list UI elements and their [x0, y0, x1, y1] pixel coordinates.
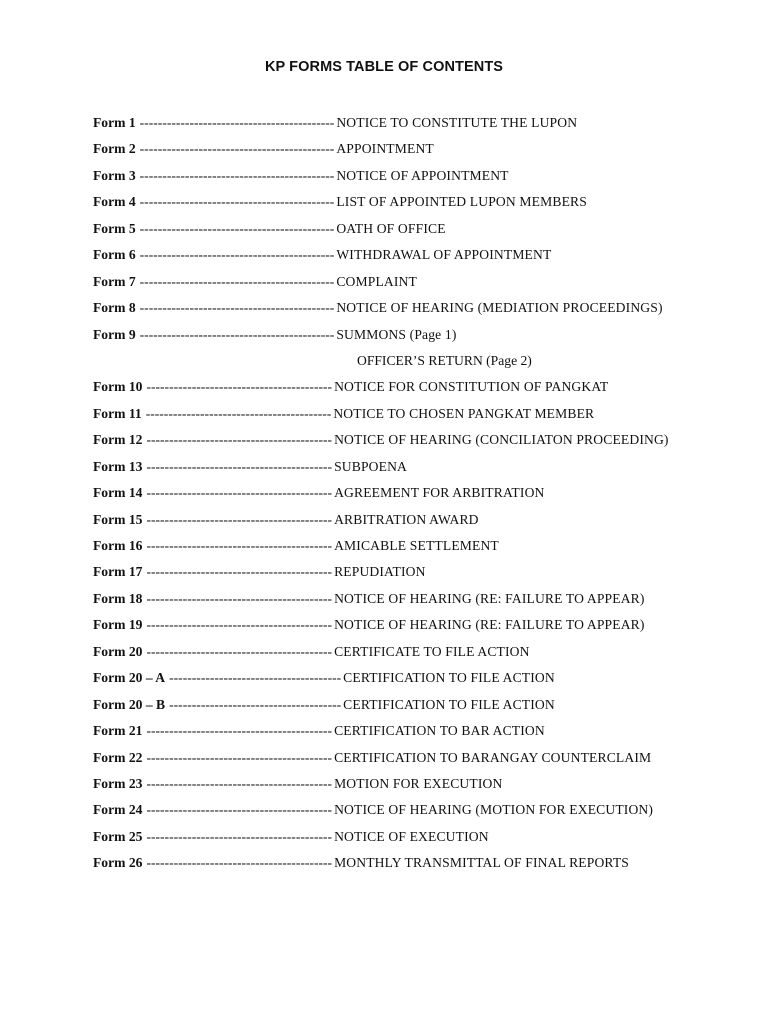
dot-leader: -----------------------------------------	[146, 723, 333, 739]
page-title: KP FORMS TABLE OF CONTENTS	[264, 59, 504, 75]
toc-row	[93, 242, 753, 268]
dot-leader: -----------------------------------------	[146, 379, 333, 395]
form-number: Form 8	[93, 300, 136, 316]
dot-leader: -----------------------------------------	[146, 511, 333, 527]
toc-row	[93, 692, 753, 718]
toc-row	[93, 480, 753, 506]
form-title: CERTIFICATE TO FILE ACTION	[334, 643, 530, 659]
dot-leader: -----------------------------------------	[146, 775, 333, 791]
form-number: Form 26	[93, 855, 143, 871]
toc-continuation-row	[93, 348, 753, 374]
form-title: MOTION FOR EXECUTION	[334, 775, 503, 791]
dot-leader: -----------------------------------------	[146, 617, 333, 633]
toc-row	[93, 216, 753, 242]
form-title: AGREEMENT FOR ARBITRATION	[334, 485, 545, 501]
dot-leader: -------------------------------------------	[139, 247, 335, 263]
toc-row	[93, 427, 753, 453]
dot-leader: -----------------------------------------	[146, 802, 333, 818]
form-number: Form 13	[93, 458, 143, 474]
toc-row	[93, 612, 753, 638]
toc-row	[93, 665, 753, 691]
form-number: Form 16	[93, 538, 143, 553]
form-title: CERTIFICATION TO BAR ACTION	[334, 723, 545, 739]
form-number: Form 24	[93, 802, 143, 818]
dot-leader: -----------------------------------------	[146, 564, 333, 580]
toc-row	[93, 797, 753, 823]
form-number: Form 1	[93, 115, 136, 130]
form-number: Form 18	[93, 590, 143, 606]
table-of-contents	[93, 110, 753, 877]
dot-leader: -------------------------------------------	[139, 167, 335, 183]
form-title: NOTICE FOR CONSTITUTION OF PANGKAT	[334, 379, 609, 395]
form-title: CERTIFICATION TO BARANGAY COUNTERCLAIM	[334, 749, 652, 765]
dot-leader: -------------------------------------------	[139, 300, 335, 316]
toc-row	[93, 718, 753, 744]
form-title: SUBPOENA	[334, 458, 408, 474]
form-number: Form 10	[93, 379, 143, 395]
dot-leader: --------------------------------------	[169, 696, 342, 712]
dot-leader: -----------------------------------------	[146, 855, 333, 871]
form-number: Form 6	[93, 247, 136, 263]
dot-leader: -----------------------------------------	[146, 590, 333, 606]
form-number: Form 11	[93, 405, 142, 421]
toc-row	[93, 507, 753, 533]
toc-row	[93, 559, 753, 585]
toc-row	[93, 824, 753, 850]
toc-row	[93, 401, 753, 427]
form-number: Form 20	[93, 643, 143, 659]
form-title: CERTIFICATION TO FILE ACTION	[343, 696, 555, 712]
form-number: Form 23	[93, 775, 143, 791]
toc-row	[93, 189, 753, 215]
form-number: Form 3	[93, 167, 136, 183]
form-title: NOTICE OF HEARING (MEDIATION PROCEEDINGS)	[336, 300, 663, 316]
form-number: Form 22	[93, 749, 143, 765]
form-title: LIST OF APPOINTED LUPON MEMBERS	[336, 194, 587, 210]
toc-row	[93, 639, 753, 665]
form-number: Form 20 – B	[93, 696, 166, 712]
form-title: NOTICE OF APPOINTMENT	[336, 167, 509, 183]
form-title: APPOINTMENT	[336, 141, 434, 157]
form-number: Form 7	[93, 273, 136, 289]
dot-leader: -----------------------------------------	[146, 538, 333, 553]
form-title: NOTICE TO CONSTITUTE THE LUPON	[336, 115, 578, 130]
dot-leader: -----------------------------------------	[146, 432, 333, 448]
form-number: Form 25	[93, 828, 143, 844]
toc-row	[93, 745, 753, 771]
toc-row	[93, 163, 753, 189]
toc-row	[93, 136, 753, 162]
form-title: OATH OF OFFICE	[336, 220, 446, 236]
form-title: SUMMONS (Page 1)	[336, 326, 457, 342]
form-number: Form 17	[93, 564, 143, 580]
form-title: NOTICE OF HEARING (RE: FAILURE TO APPEAR)	[334, 617, 645, 633]
form-number: Form 12	[93, 432, 143, 448]
form-number: Form 9	[93, 326, 136, 342]
form-title: NOTICE OF HEARING (CONCILIATON PROCEEDING)	[334, 432, 669, 448]
form-title: CERTIFICATION TO FILE ACTION	[343, 670, 555, 686]
toc-row	[93, 850, 753, 876]
form-title: COMPLAINT	[336, 273, 417, 289]
form-title: NOTICE OF EXECUTION	[334, 828, 489, 844]
toc-row	[93, 322, 753, 348]
dot-leader: -----------------------------------------	[146, 749, 333, 765]
toc-row	[93, 269, 753, 295]
dot-leader: -------------------------------------------	[139, 326, 335, 342]
form-number: Form 4	[93, 194, 136, 210]
dot-leader: -------------------------------------------	[139, 141, 335, 157]
dot-leader: -----------------------------------------	[146, 828, 333, 844]
dot-leader: -------------------------------------------	[139, 220, 335, 236]
toc-row	[93, 533, 753, 559]
form-title: MONTHLY TRANSMITTAL OF FINAL REPORTS	[334, 855, 629, 871]
form-number: Form 15	[93, 511, 143, 527]
toc-row	[93, 586, 753, 612]
dot-leader: -------------------------------------------	[139, 273, 335, 289]
form-title: NOTICE OF HEARING (RE: FAILURE TO APPEAR)	[334, 590, 645, 606]
toc-row	[93, 454, 753, 480]
toc-row	[93, 110, 753, 136]
dot-leader: -----------------------------------------	[145, 405, 332, 421]
form-number: Form 5	[93, 220, 136, 236]
dot-leader: -----------------------------------------	[146, 485, 333, 501]
form-title: NOTICE TO CHOSEN PANGKAT MEMBER	[333, 405, 595, 421]
form-title: AMICABLE SETTLEMENT	[334, 538, 499, 553]
dot-leader: -------------------------------------------	[139, 115, 335, 130]
form-number: Form 2	[93, 141, 136, 157]
dot-leader: -------------------------------------------	[139, 194, 335, 210]
form-title: WITHDRAWAL OF APPOINTMENT	[336, 247, 552, 263]
toc-row	[93, 295, 753, 321]
dot-leader: --------------------------------------	[169, 670, 342, 686]
form-title: ARBITRATION AWARD	[334, 511, 479, 527]
toc-row	[93, 771, 753, 797]
form-number: Form 19	[93, 617, 143, 633]
form-number: Form 21	[93, 723, 143, 739]
form-title: NOTICE OF HEARING (MOTION FOR EXECUTION)	[334, 802, 654, 818]
form-title: REPUDIATION	[334, 564, 426, 580]
form-title-continuation: OFFICER’S RETURN (Page 2)	[357, 352, 532, 368]
dot-leader: -----------------------------------------	[146, 643, 333, 659]
form-number: Form 14	[93, 485, 143, 501]
dot-leader: -----------------------------------------	[146, 458, 333, 474]
form-number: Form 20 – A	[93, 670, 166, 686]
toc-row	[93, 374, 753, 400]
